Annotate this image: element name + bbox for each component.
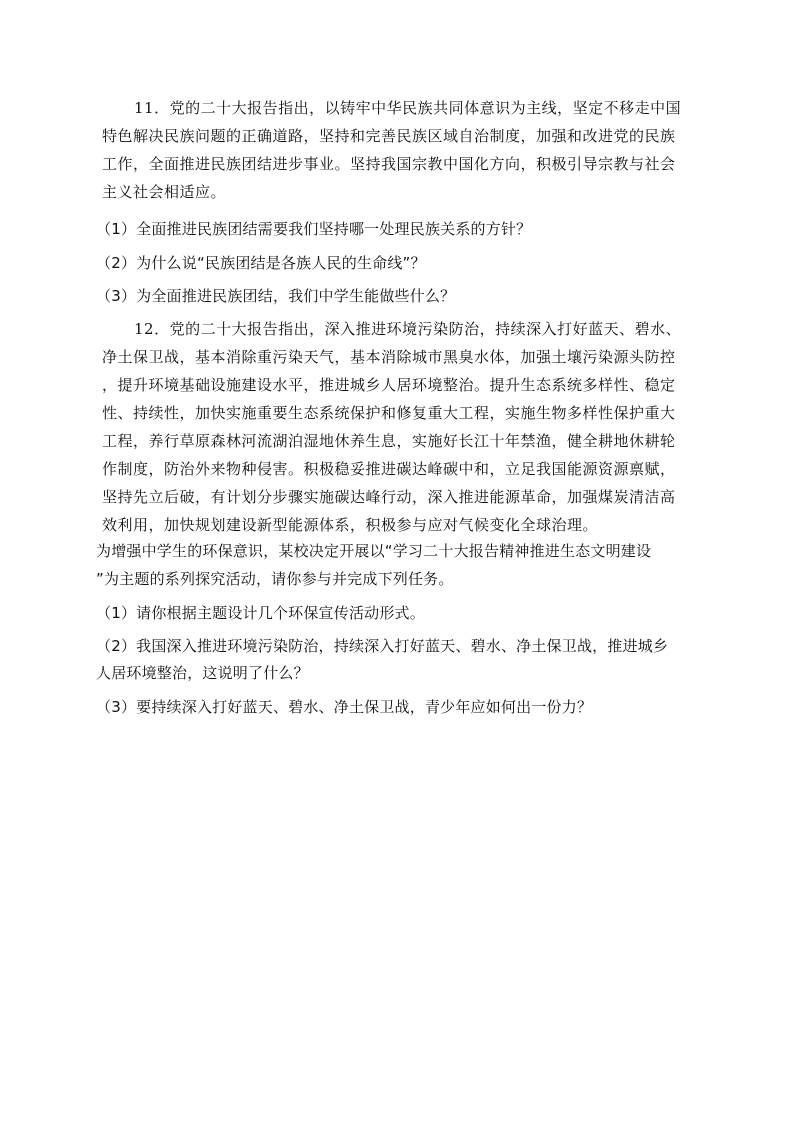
q12-task-intro-1: 为增强中学生的环保意识，某校决定开展以“学习二十大报告精神推进生态文明建设: [96, 542, 652, 560]
q11-line-4: 主义社会相适应。: [102, 183, 227, 201]
q11-question-2: （2）为什么说“民族团结是各族人民的生命线”？: [96, 254, 426, 272]
q11-question-3: （3）为全面推进民族团结，我们中学生能做些什么？: [96, 287, 456, 305]
q11-line-1: 11．党的二十大报告指出，以铸牢中华民族共同体意识为主线，坚定不移走中国: [134, 99, 682, 117]
q11-line-2: 特色解决民族问题的正确道路，坚持和完善民族区域自治制度，加强和改进党的民族: [102, 127, 676, 145]
q11-line-3: 工作，全面推进民族团结进步事业。坚持我国宗教中国化方向，积极引导宗教与社会: [102, 155, 676, 173]
q12-line-5: 工程，养行草原森林河流湖泊湿地休养生息，实施好长江十年禁渔，健全耕地休耕轮: [102, 432, 676, 450]
q12-line-7: 坚持先立后破，有计划分步骤实施碳达峰行动，深入推进能源革命，加强煤炭清洁高: [102, 488, 676, 506]
q12-question-2: （2）我国深入推进环境污染防治，持续深入打好蓝天、碧水、净土保卫战，推进城乡: [96, 637, 669, 655]
q12-question-1: （1）请你根据主题设计几个环保宣传活动形式。: [96, 604, 425, 622]
q11-question-1: （1）全面推进民族团结需要我们坚持哪一处理民族关系的方针？: [96, 220, 532, 238]
q12-line-2: 净土保卫战，基本消除重污染天气，基本消除城市黑臭水体，加强土壤污染源头防控: [102, 348, 676, 366]
q12-line-6: 作制度，防治外来物种侵害。积极稳妥推进碳达峰碳中和，立足我国能源资源禀赋，: [102, 460, 676, 478]
q12-task-intro-2: ”为主题的系列探究活动，请你参与并完成下列任务。: [96, 570, 454, 588]
q12-line-1: 12．党的二十大报告指出，深入推进环境污染防治，持续深入打好蓝天、碧水、: [134, 320, 682, 338]
q12-line-4: 性、持续性，加快实施重要生态系统保护和修复重大工程，实施生物多样性保护重大: [102, 404, 676, 422]
q12-question-3: （3）要持续深入打好蓝天、碧水、净土保卫战，青少年应如何出一份力？: [96, 698, 593, 716]
q12-question-2-cont: 人居环境整治，这说明了什么？: [96, 664, 309, 682]
q12-line-8: 效利用，加快规划建设新型能源体系，积极参与应对气候变化全球治理。: [102, 516, 599, 534]
q12-line-3: ，提升环境基础设施建设水平，推进城乡人居环境整治。提升生态系统多样性、稳定: [102, 376, 676, 394]
